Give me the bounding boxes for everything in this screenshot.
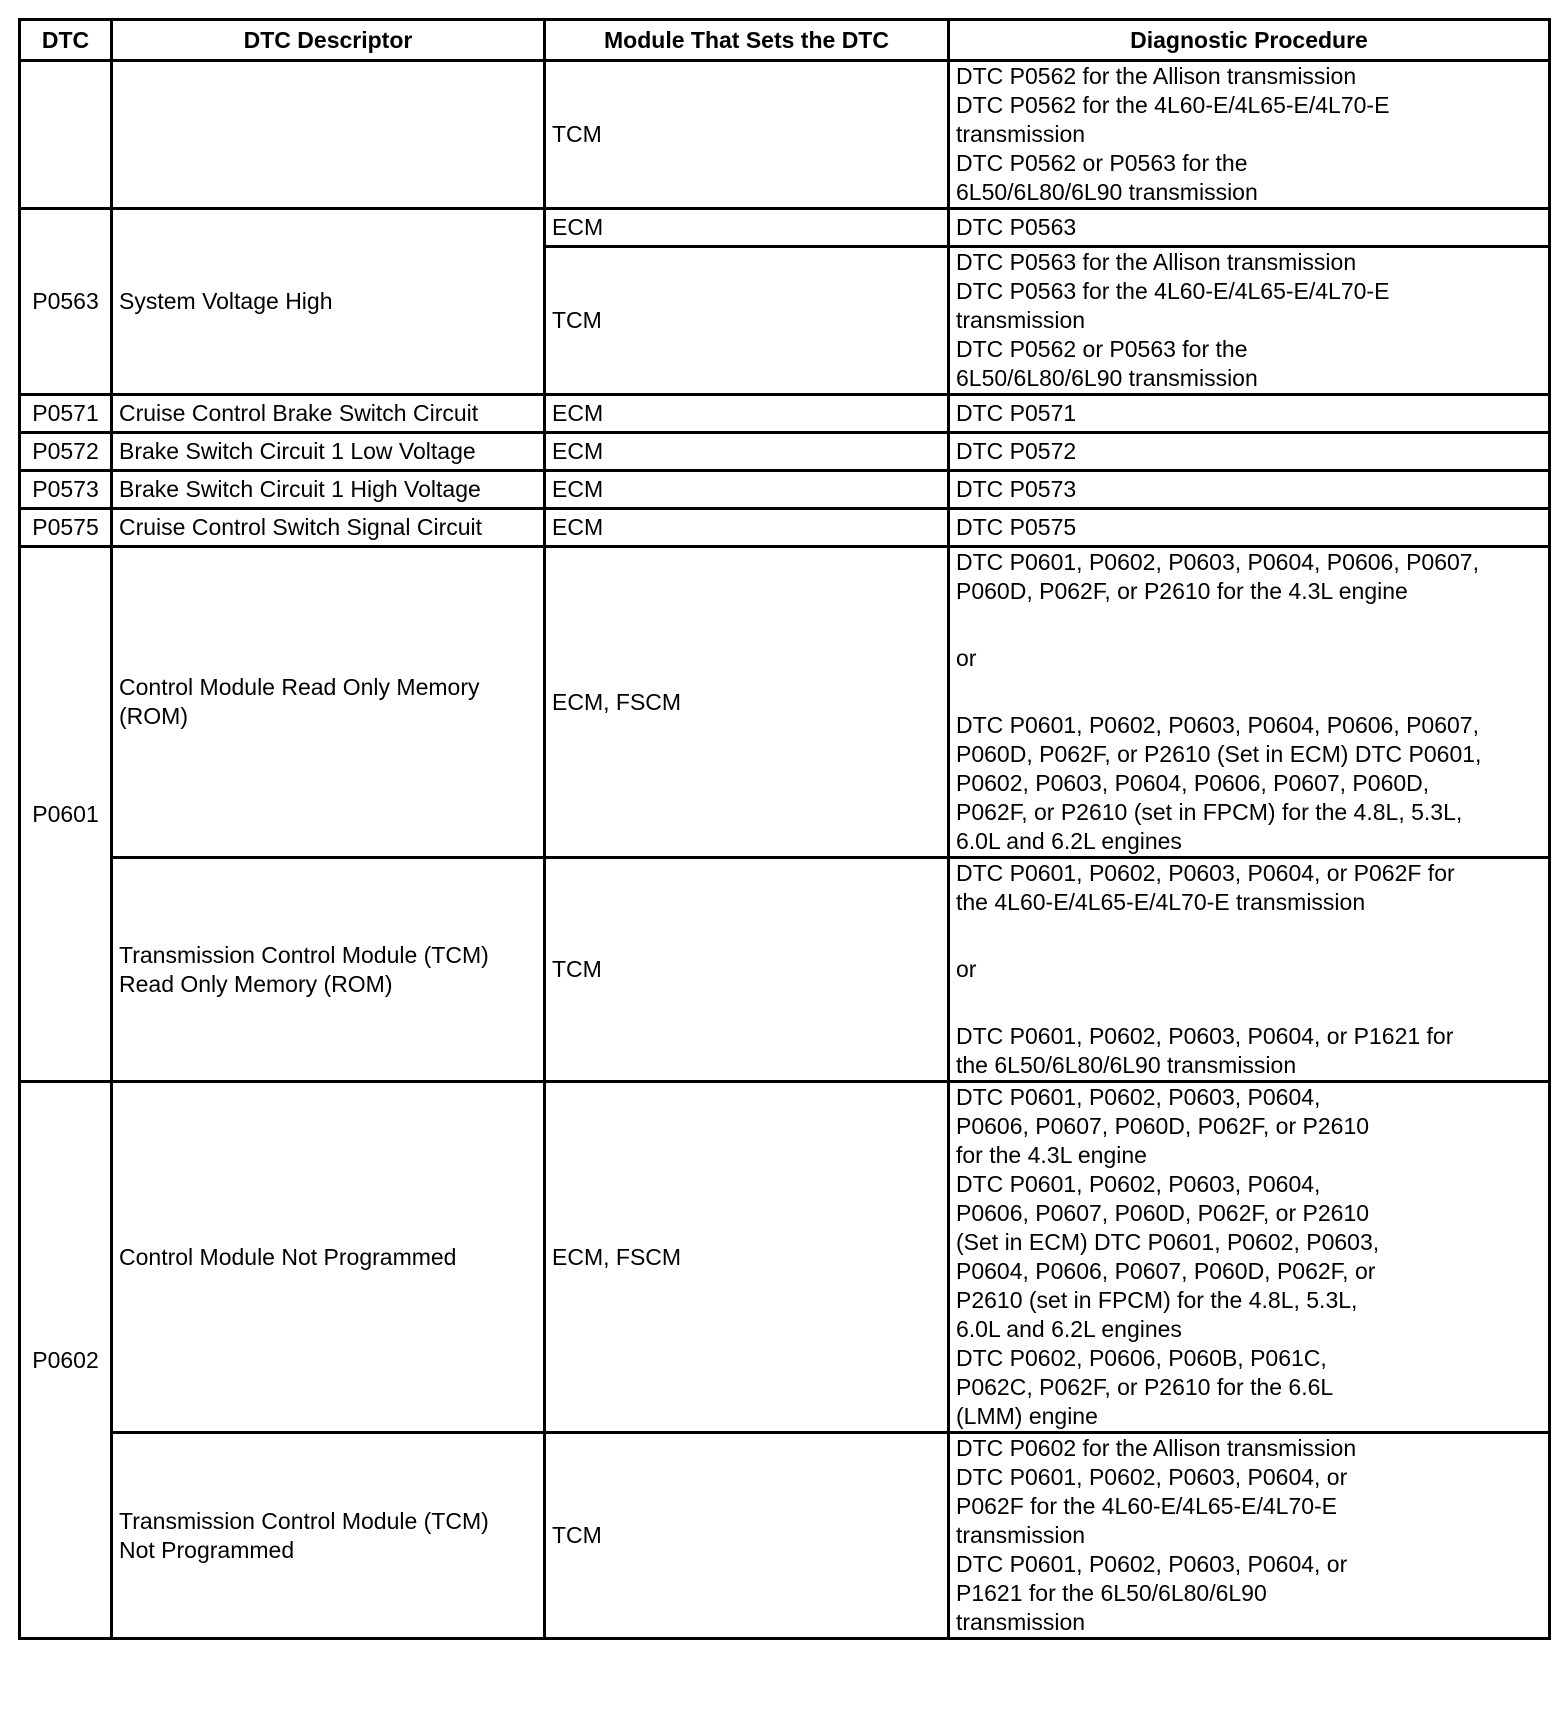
procedure-line: 6L50/6L80/6L90 transmission	[956, 365, 1258, 391]
table-row	[20, 1082, 1550, 1433]
procedure-cell: DTC P0575	[949, 509, 1550, 547]
procedure-line: P0604, P0606, P0607, P060D, P062F, or	[956, 1258, 1376, 1284]
procedure-line: P060D, P062F, or P2610 for the 4.3L engine	[956, 578, 1408, 604]
module-cell: ECM, FSCM	[545, 547, 949, 858]
module-cell: ECM	[545, 395, 949, 433]
descriptor-cell: Cruise Control Brake Switch Circuit	[112, 395, 545, 433]
procedure-cell: DTC P0571	[949, 395, 1550, 433]
procedure-line: transmission	[956, 121, 1086, 147]
procedure-line: P2610 (set in FPCM) for the 4.8L, 5.3L,	[956, 1287, 1358, 1313]
table-row	[20, 395, 1550, 433]
header-dtc: DTC	[20, 20, 112, 61]
procedure-line: P0606, P0607, P060D, P062F, or P2610	[956, 1200, 1370, 1226]
procedure-line: the 6L50/6L80/6L90 transmission	[956, 1052, 1297, 1078]
module-cell: ECM	[545, 209, 949, 247]
procedure-line: 6.0L and 6.2L engines	[956, 828, 1182, 854]
procedure-line: DTC P0602, P0606, P060B, P061C,	[956, 1345, 1327, 1371]
dtc-cell: P0573	[20, 471, 112, 509]
procedure-line: DTC P0601, P0602, P0603, P0604, P0606, P0607,	[956, 712, 1479, 738]
module-cell: ECM	[545, 509, 949, 547]
header-descriptor: DTC Descriptor	[112, 20, 545, 61]
table-row	[20, 61, 1550, 209]
procedure-line: DTC P0562 for the Allison transmission	[956, 63, 1357, 89]
procedure-cell: DTC P0573	[949, 471, 1550, 509]
procedure-line: DTC P0601, P0602, P0603, P0604, or	[956, 1464, 1348, 1490]
dtc-cell: P0602	[20, 1082, 112, 1639]
descriptor-cell: System Voltage High	[112, 209, 545, 395]
procedure-line: (Set in ECM) DTC P0601, P0602, P0603,	[956, 1229, 1380, 1255]
procedure-line: transmission	[956, 1522, 1086, 1548]
header-procedure: Diagnostic Procedure	[949, 20, 1550, 61]
dtc-cell: P0575	[20, 509, 112, 547]
spacer	[956, 673, 1542, 711]
descriptor-cell	[112, 1433, 545, 1639]
header-row	[20, 20, 1550, 61]
dtc-table	[18, 18, 1551, 1640]
descriptor-line: Transmission Control Module (TCM)	[119, 941, 489, 968]
procedure-line: DTC P0601, P0602, P0603, P0604, or P062F for	[956, 860, 1455, 886]
module-cell: TCM	[545, 247, 949, 395]
spacer	[956, 984, 1542, 1022]
module-cell: TCM	[545, 1433, 949, 1639]
procedure-cell	[949, 61, 1550, 209]
procedure-line: DTC P0563 for the 4L60-E/4L65-E/4L70-E	[956, 278, 1390, 304]
procedure-line: (LMM) engine	[956, 1403, 1098, 1429]
procedure-line: the 4L60-E/4L65-E/4L70-E transmission	[956, 889, 1366, 915]
module-cell: TCM	[545, 858, 949, 1082]
spacer	[956, 917, 1542, 955]
descriptor-cell: Brake Switch Circuit 1 Low Voltage	[112, 433, 545, 471]
table-row	[20, 858, 1550, 1082]
table-row	[20, 1433, 1550, 1639]
procedure-line: P0606, P0607, P060D, P062F, or P2610	[956, 1113, 1370, 1139]
procedure-or: or	[956, 956, 977, 982]
procedure-line: DTC P0601, P0602, P0603, P0604,	[956, 1084, 1321, 1110]
procedure-line: DTC P0562 or P0563 for the	[956, 150, 1248, 176]
procedure-line: DTC P0602 for the Allison transmission	[956, 1435, 1357, 1461]
procedure-line: for the 4.3L engine	[956, 1142, 1147, 1168]
table-row	[20, 433, 1550, 471]
procedure-cell: DTC P0572	[949, 433, 1550, 471]
descriptor-line: Read Only Memory (ROM)	[119, 970, 393, 997]
procedure-line: P060D, P062F, or P2610 (Set in ECM) DTC P0601,	[956, 741, 1482, 767]
procedure-line: 6.0L and 6.2L engines	[956, 1316, 1182, 1342]
module-cell: ECM	[545, 471, 949, 509]
dtc-cell: P0572	[20, 433, 112, 471]
descriptor-cell	[112, 547, 545, 858]
descriptor-line: Transmission Control Module (TCM)	[119, 1507, 489, 1534]
table-row	[20, 471, 1550, 509]
descriptor-cell	[112, 858, 545, 1082]
procedure-line: P0602, P0603, P0604, P0606, P0607, P060D,	[956, 770, 1430, 796]
procedure-cell: DTC P0563	[949, 209, 1550, 247]
descriptor-cell	[112, 61, 545, 209]
descriptor-line: Control Module Read Only Memory	[119, 674, 480, 700]
descriptor-cell: Cruise Control Switch Signal Circuit	[112, 509, 545, 547]
procedure-or: or	[956, 645, 977, 671]
module-cell: ECM	[545, 433, 949, 471]
procedure-line: P1621 for the 6L50/6L80/6L90	[956, 1580, 1267, 1606]
module-cell: TCM	[545, 61, 949, 209]
procedure-line: P062F for the 4L60-E/4L65-E/4L70-E	[956, 1493, 1338, 1519]
procedure-cell	[949, 547, 1550, 858]
procedure-line: transmission	[956, 307, 1086, 333]
procedure-line: DTC P0601, P0602, P0603, P0604, or P1621 for	[956, 1023, 1454, 1049]
procedure-line: DTC P0601, P0602, P0603, P0604, P0606, P0607,	[956, 549, 1479, 575]
descriptor-cell: Brake Switch Circuit 1 High Voltage	[112, 471, 545, 509]
procedure-cell	[949, 247, 1550, 395]
dtc-cell: P0563	[20, 209, 112, 395]
procedure-line: DTC P0563 for the Allison transmission	[956, 249, 1357, 275]
procedure-line: DTC P0601, P0602, P0603, P0604,	[956, 1171, 1321, 1197]
table-row	[20, 509, 1550, 547]
dtc-cell: P0571	[20, 395, 112, 433]
descriptor-cell: Control Module Not Programmed	[112, 1082, 545, 1433]
procedure-line: DTC P0601, P0602, P0603, P0604, or	[956, 1551, 1348, 1577]
spacer	[956, 606, 1542, 644]
procedure-line: DTC P0562 or P0563 for the	[956, 336, 1248, 362]
procedure-cell	[949, 1082, 1550, 1433]
dtc-cell: P0601	[20, 547, 112, 1082]
descriptor-line: Not Programmed	[119, 1536, 295, 1563]
procedure-line: transmission	[956, 1609, 1086, 1635]
table-row	[20, 209, 1550, 247]
dtc-cell	[20, 61, 112, 209]
procedure-cell	[949, 1433, 1550, 1639]
procedure-line: P062F, or P2610 (set in FPCM) for the 4.8L, 5.3L,	[956, 799, 1463, 825]
procedure-line: 6L50/6L80/6L90 transmission	[956, 179, 1258, 205]
table-row	[20, 547, 1550, 858]
descriptor-line: (ROM)	[119, 703, 188, 729]
procedure-line: P062C, P062F, or P2610 for the 6.6L	[956, 1374, 1334, 1400]
module-cell: ECM, FSCM	[545, 1082, 949, 1433]
procedure-cell	[949, 858, 1550, 1082]
header-module: Module That Sets the DTC	[545, 20, 949, 61]
procedure-line: DTC P0562 for the 4L60-E/4L65-E/4L70-E	[956, 92, 1390, 118]
